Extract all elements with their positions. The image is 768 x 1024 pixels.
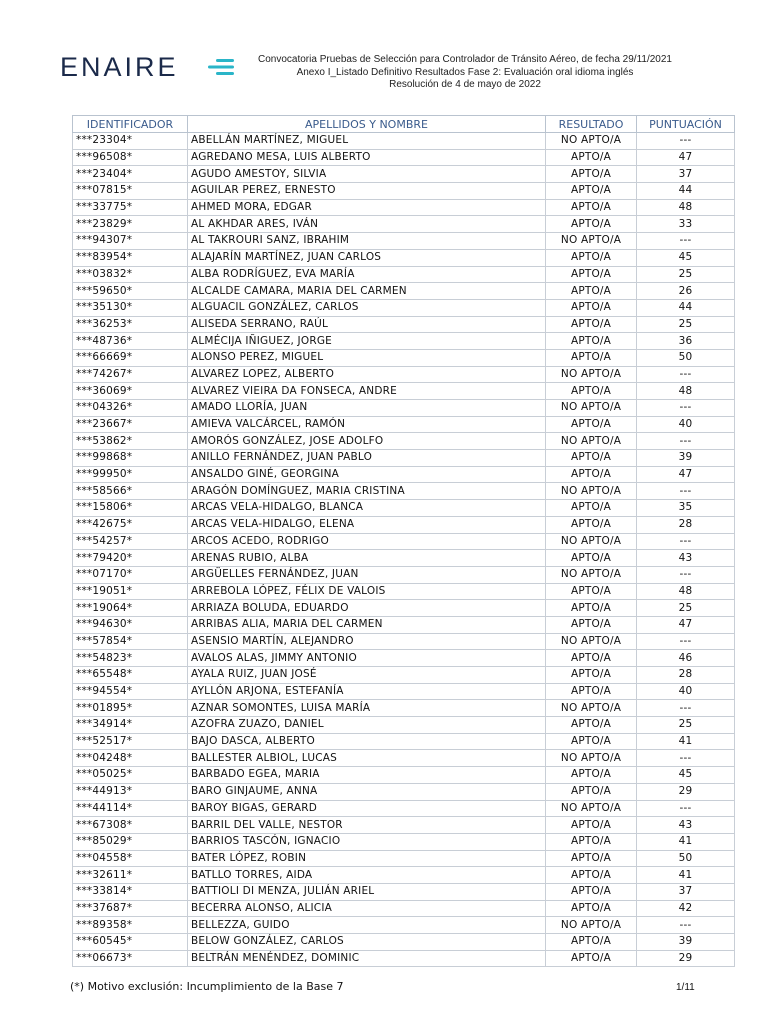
cell-puntuacion: --- [637, 800, 735, 817]
cell-nombre: BAROY BIGAS, GERARD [188, 800, 546, 817]
cell-resultado: APTO/A [546, 667, 637, 684]
logo-bar-middle [208, 66, 234, 69]
cell-nombre: BELOW GONZÁLEZ, CARLOS [188, 934, 546, 951]
cell-resultado: APTO/A [546, 183, 637, 200]
table-row [73, 683, 735, 700]
cell-resultado: NO APTO/A [546, 750, 637, 767]
page-number: 1/11 [676, 982, 695, 993]
table-row [73, 633, 735, 650]
table-row [73, 249, 735, 266]
cell-nombre: AMIEVA VALCÁRCEL, RAMÓN [188, 416, 546, 433]
table-row [73, 700, 735, 717]
cell-identificador: ***04558* [73, 850, 188, 867]
table-row [73, 166, 735, 183]
cell-puntuacion: --- [637, 566, 735, 583]
cell-resultado: NO APTO/A [546, 433, 637, 450]
cell-resultado: APTO/A [546, 817, 637, 834]
cell-identificador: ***67308* [73, 817, 188, 834]
cell-nombre: BATER LÓPEZ, ROBIN [188, 850, 546, 867]
cell-nombre: ARCAS VELA-HIDALGO, ELENA [188, 516, 546, 533]
cell-puntuacion: 45 [637, 249, 735, 266]
cell-identificador: ***01895* [73, 700, 188, 717]
cell-identificador: ***19064* [73, 600, 188, 617]
cell-puntuacion: 25 [637, 316, 735, 333]
cell-nombre: ARREBOLA LÓPEZ, FÉLIX DE VALOIS [188, 583, 546, 600]
cell-resultado: APTO/A [546, 934, 637, 951]
cell-resultado: NO APTO/A [546, 366, 637, 383]
table-row [73, 717, 735, 734]
table-row [73, 299, 735, 316]
cell-puntuacion: 41 [637, 733, 735, 750]
logo-text: ENAIRE [60, 52, 179, 82]
cell-identificador: ***65548* [73, 667, 188, 684]
cell-resultado: APTO/A [546, 516, 637, 533]
cell-puntuacion: 37 [637, 166, 735, 183]
table-row [73, 216, 735, 233]
cell-puntuacion: 26 [637, 283, 735, 300]
cell-identificador: ***07815* [73, 183, 188, 200]
cell-resultado: APTO/A [546, 733, 637, 750]
cell-resultado: APTO/A [546, 616, 637, 633]
header-line-2: Anexo I_Listado Definitivo Resultados Fase 2: Evaluación oral idioma inglés [296, 66, 634, 78]
cell-puntuacion: 41 [637, 867, 735, 884]
results-table [72, 115, 735, 967]
cell-nombre: ALMÉCIJA IÑIGUEZ, JORGE [188, 333, 546, 350]
table-row [73, 650, 735, 667]
cell-puntuacion: 35 [637, 500, 735, 517]
cell-resultado: APTO/A [546, 416, 637, 433]
table-row [73, 400, 735, 417]
table-row [73, 900, 735, 917]
column-header-apellidos-nombre: APELLIDOS Y NOMBRE [188, 116, 546, 133]
cell-puntuacion: --- [637, 633, 735, 650]
cell-puntuacion: 36 [637, 333, 735, 350]
table-row [73, 934, 735, 951]
header-line-3: Resolución de 4 de mayo de 2022 [389, 79, 541, 90]
cell-nombre: BARBADO EGEA, MARIA [188, 767, 546, 784]
cell-resultado: APTO/A [546, 550, 637, 567]
cell-identificador: ***36253* [73, 316, 188, 333]
table-row [73, 183, 735, 200]
cell-nombre: ALISEDA SERRANO, RAÚL [188, 316, 546, 333]
cell-nombre: ALGUACIL GONZÁLEZ, CARLOS [188, 299, 546, 316]
cell-resultado: APTO/A [546, 199, 637, 216]
cell-puntuacion: 40 [637, 683, 735, 700]
cell-identificador: ***23667* [73, 416, 188, 433]
table-row [73, 883, 735, 900]
cell-nombre: ALONSO PEREZ, MIGUEL [188, 349, 546, 366]
table-row [73, 750, 735, 767]
cell-nombre: ARENAS RUBIO, ALBA [188, 550, 546, 567]
cell-resultado: NO APTO/A [546, 400, 637, 417]
cell-puntuacion: 25 [637, 717, 735, 734]
cell-nombre: AGUDO AMESTOY, SILVIA [188, 166, 546, 183]
cell-puntuacion: --- [637, 533, 735, 550]
cell-identificador: ***54257* [73, 533, 188, 550]
table-row [73, 233, 735, 250]
cell-nombre: AMORÓS GONZÁLEZ, JOSE ADOLFO [188, 433, 546, 450]
cell-resultado: APTO/A [546, 883, 637, 900]
cell-resultado: APTO/A [546, 333, 637, 350]
column-header-identificador: IDENTIFICADOR [73, 116, 188, 133]
cell-nombre: AMADO LLORÍA, JUAN [188, 400, 546, 417]
cell-resultado: APTO/A [546, 950, 637, 967]
cell-puntuacion: --- [637, 133, 735, 150]
cell-nombre: ALVAREZ VIEIRA DA FONSECA, ANDRE [188, 383, 546, 400]
logo-bar-bottom [216, 72, 234, 75]
table-header-row [73, 116, 735, 133]
cell-nombre: BARRIOS TASCÓN, IGNACIO [188, 833, 546, 850]
table-row [73, 450, 735, 467]
cell-puntuacion: 39 [637, 450, 735, 467]
table-row [73, 950, 735, 967]
cell-nombre: ALVAREZ LOPEZ, ALBERTO [188, 366, 546, 383]
table-row [73, 149, 735, 166]
cell-identificador: ***99950* [73, 466, 188, 483]
cell-puntuacion: --- [637, 483, 735, 500]
cell-puntuacion: --- [637, 400, 735, 417]
table-row [73, 383, 735, 400]
cell-puntuacion: 28 [637, 516, 735, 533]
cell-identificador: ***85029* [73, 833, 188, 850]
cell-resultado: APTO/A [546, 266, 637, 283]
cell-identificador: ***94554* [73, 683, 188, 700]
table-row [73, 850, 735, 867]
cell-resultado: APTO/A [546, 683, 637, 700]
table-row [73, 266, 735, 283]
cell-identificador: ***53862* [73, 433, 188, 450]
cell-resultado: APTO/A [546, 149, 637, 166]
cell-identificador: ***99868* [73, 450, 188, 467]
cell-identificador: ***15806* [73, 500, 188, 517]
table-row [73, 366, 735, 383]
cell-resultado: NO APTO/A [546, 917, 637, 934]
cell-resultado: APTO/A [546, 867, 637, 884]
cell-identificador: ***58566* [73, 483, 188, 500]
table-row [73, 349, 735, 366]
cell-identificador: ***07170* [73, 566, 188, 583]
cell-identificador: ***44913* [73, 783, 188, 800]
table-row [73, 566, 735, 583]
cell-identificador: ***33814* [73, 883, 188, 900]
cell-puntuacion: --- [637, 700, 735, 717]
cell-resultado: APTO/A [546, 583, 637, 600]
cell-identificador: ***23829* [73, 216, 188, 233]
cell-nombre: AL TAKROURI SANZ, IBRAHIM [188, 233, 546, 250]
cell-puntuacion: 50 [637, 850, 735, 867]
table-row [73, 333, 735, 350]
enaire-logo [60, 52, 240, 82]
column-header-puntuacion: PUNTUACIÓN [637, 116, 735, 133]
cell-nombre: ALBA RODRÍGUEZ, EVA MARÍA [188, 266, 546, 283]
table-row [73, 199, 735, 216]
cell-identificador: ***42675* [73, 516, 188, 533]
table-row [73, 550, 735, 567]
table-row [73, 466, 735, 483]
cell-identificador: ***96508* [73, 149, 188, 166]
cell-puntuacion: 46 [637, 650, 735, 667]
cell-resultado: NO APTO/A [546, 533, 637, 550]
table-row [73, 733, 735, 750]
cell-resultado: APTO/A [546, 466, 637, 483]
cell-puntuacion: 47 [637, 466, 735, 483]
cell-nombre: AGUILAR PEREZ, ERNESTO [188, 183, 546, 200]
cell-resultado: NO APTO/A [546, 233, 637, 250]
cell-identificador: ***33775* [73, 199, 188, 216]
cell-puntuacion: --- [637, 233, 735, 250]
cell-identificador: ***36069* [73, 383, 188, 400]
cell-identificador: ***37687* [73, 900, 188, 917]
cell-nombre: AVALOS ALAS, JIMMY ANTONIO [188, 650, 546, 667]
cell-nombre: AYLLÓN ARJONA, ESTEFANÍA [188, 683, 546, 700]
cell-nombre: BELLEZZA, GUIDO [188, 917, 546, 934]
cell-puntuacion: 50 [637, 349, 735, 366]
cell-identificador: ***32611* [73, 867, 188, 884]
cell-nombre: AYALA RUIZ, JUAN JOSÉ [188, 667, 546, 684]
cell-identificador: ***06673* [73, 950, 188, 967]
cell-puntuacion: 29 [637, 783, 735, 800]
cell-resultado: NO APTO/A [546, 633, 637, 650]
header-line-1: Convocatoria Pruebas de Selección para Controlador de Tránsito Aéreo, de fecha 29/11/2021 [258, 54, 672, 65]
cell-resultado: APTO/A [546, 900, 637, 917]
cell-resultado: NO APTO/A [546, 133, 637, 150]
cell-nombre: AZOFRA ZUAZO, DANIEL [188, 717, 546, 734]
table-row [73, 800, 735, 817]
cell-nombre: BARRIL DEL VALLE, NESTOR [188, 817, 546, 834]
cell-identificador: ***59650* [73, 283, 188, 300]
cell-nombre: AL AKHDAR ARES, IVÁN [188, 216, 546, 233]
cell-nombre: ARCOS ACEDO, RODRIGO [188, 533, 546, 550]
cell-resultado: APTO/A [546, 833, 637, 850]
cell-identificador: ***35130* [73, 299, 188, 316]
cell-identificador: ***34914* [73, 717, 188, 734]
cell-resultado: APTO/A [546, 249, 637, 266]
logo-bar-top [216, 59, 234, 62]
table-row [73, 667, 735, 684]
cell-resultado: APTO/A [546, 717, 637, 734]
table-row [73, 833, 735, 850]
cell-nombre: BECERRA ALONSO, ALICIA [188, 900, 546, 917]
document-header [245, 54, 685, 92]
cell-nombre: ALCALDE CAMARA, MARIA DEL CARMEN [188, 283, 546, 300]
cell-identificador: ***94307* [73, 233, 188, 250]
table-row [73, 616, 735, 633]
cell-identificador: ***23404* [73, 166, 188, 183]
cell-puntuacion: --- [637, 917, 735, 934]
cell-nombre: AGREDANO MESA, LUIS ALBERTO [188, 149, 546, 166]
cell-identificador: ***04248* [73, 750, 188, 767]
table-row [73, 533, 735, 550]
cell-identificador: ***74267* [73, 366, 188, 383]
cell-puntuacion: 40 [637, 416, 735, 433]
cell-identificador: ***54823* [73, 650, 188, 667]
cell-identificador: ***05025* [73, 767, 188, 784]
table-row [73, 416, 735, 433]
cell-resultado: APTO/A [546, 316, 637, 333]
cell-puntuacion: 25 [637, 266, 735, 283]
cell-puntuacion: 47 [637, 149, 735, 166]
cell-nombre: ARGÜELLES FERNÁNDEZ, JUAN [188, 566, 546, 583]
cell-resultado: NO APTO/A [546, 700, 637, 717]
cell-identificador: ***94630* [73, 616, 188, 633]
column-header-resultado: RESULTADO [546, 116, 637, 133]
cell-resultado: APTO/A [546, 767, 637, 784]
cell-resultado: APTO/A [546, 600, 637, 617]
cell-resultado: APTO/A [546, 299, 637, 316]
cell-resultado: APTO/A [546, 283, 637, 300]
cell-puntuacion: 25 [637, 600, 735, 617]
cell-nombre: BATTIOLI DI MENZA, JULIÁN ARIEL [188, 883, 546, 900]
cell-resultado: NO APTO/A [546, 566, 637, 583]
cell-identificador: ***57854* [73, 633, 188, 650]
cell-nombre: ANILLO FERNÁNDEZ, JUAN PABLO [188, 450, 546, 467]
cell-puntuacion: --- [637, 433, 735, 450]
cell-resultado: APTO/A [546, 383, 637, 400]
table-row [73, 133, 735, 150]
cell-puntuacion: 43 [637, 550, 735, 567]
cell-identificador: ***03832* [73, 266, 188, 283]
cell-nombre: BAJO DASCA, ALBERTO [188, 733, 546, 750]
table-row [73, 483, 735, 500]
cell-resultado: APTO/A [546, 783, 637, 800]
cell-puntuacion: 42 [637, 900, 735, 917]
cell-puntuacion: 44 [637, 183, 735, 200]
cell-resultado: APTO/A [546, 166, 637, 183]
cell-puntuacion: 37 [637, 883, 735, 900]
cell-resultado: NO APTO/A [546, 483, 637, 500]
cell-identificador: ***79420* [73, 550, 188, 567]
table-row [73, 500, 735, 517]
cell-identificador: ***44114* [73, 800, 188, 817]
cell-puntuacion: --- [637, 750, 735, 767]
cell-identificador: ***83954* [73, 249, 188, 266]
cell-identificador: ***23304* [73, 133, 188, 150]
cell-nombre: BALLESTER ALBIOL, LUCAS [188, 750, 546, 767]
table-row [73, 867, 735, 884]
cell-nombre: BARO GINJAUME, ANNA [188, 783, 546, 800]
table-row [73, 767, 735, 784]
cell-identificador: ***04326* [73, 400, 188, 417]
cell-identificador: ***19051* [73, 583, 188, 600]
cell-identificador: ***52517* [73, 733, 188, 750]
table-row [73, 783, 735, 800]
table-row [73, 433, 735, 450]
cell-resultado: APTO/A [546, 450, 637, 467]
cell-nombre: ARRIAZA BOLUDA, EDUARDO [188, 600, 546, 617]
cell-nombre: ARCAS VELA-HIDALGO, BLANCA [188, 500, 546, 517]
cell-identificador: ***89358* [73, 917, 188, 934]
cell-identificador: ***60545* [73, 934, 188, 951]
cell-resultado: APTO/A [546, 349, 637, 366]
cell-nombre: ARAGÓN DOMÍNGUEZ, MARIA CRISTINA [188, 483, 546, 500]
table-row [73, 917, 735, 934]
cell-resultado: APTO/A [546, 650, 637, 667]
cell-nombre: AHMED MORA, EDGAR [188, 199, 546, 216]
cell-puntuacion: 29 [637, 950, 735, 967]
cell-resultado: APTO/A [546, 216, 637, 233]
cell-identificador: ***48736* [73, 333, 188, 350]
cell-puntuacion: 45 [637, 767, 735, 784]
cell-puntuacion: 48 [637, 383, 735, 400]
cell-puntuacion: 33 [637, 216, 735, 233]
table-row [73, 600, 735, 617]
cell-puntuacion: --- [637, 366, 735, 383]
table-row [73, 583, 735, 600]
cell-puntuacion: 48 [637, 583, 735, 600]
table-row [73, 316, 735, 333]
cell-puntuacion: 47 [637, 616, 735, 633]
cell-puntuacion: 43 [637, 817, 735, 834]
cell-nombre: AZNAR SOMONTES, LUISA MARÍA [188, 700, 546, 717]
cell-puntuacion: 28 [637, 667, 735, 684]
cell-resultado: NO APTO/A [546, 800, 637, 817]
cell-nombre: ARRIBAS ALIA, MARIA DEL CARMEN [188, 616, 546, 633]
cell-puntuacion: 44 [637, 299, 735, 316]
cell-puntuacion: 41 [637, 833, 735, 850]
footer-note: (*) Motivo exclusión: Incumplimiento de la Base 7 [70, 980, 344, 993]
cell-puntuacion: 48 [637, 199, 735, 216]
cell-resultado: APTO/A [546, 850, 637, 867]
table-row [73, 817, 735, 834]
cell-nombre: ANSALDO GINÉ, GEORGINA [188, 466, 546, 483]
cell-puntuacion: 39 [637, 934, 735, 951]
cell-identificador: ***66669* [73, 349, 188, 366]
cell-nombre: BELTRÁN MENÉNDEZ, DOMINIC [188, 950, 546, 967]
cell-nombre: BATLLO TORRES, AIDA [188, 867, 546, 884]
table-row [73, 283, 735, 300]
logo-bars-icon [208, 58, 236, 76]
cell-resultado: APTO/A [546, 500, 637, 517]
table-row [73, 516, 735, 533]
cell-nombre: ABELLÁN MARTÍNEZ, MIGUEL [188, 133, 546, 150]
cell-nombre: ASENSIO MARTÍN, ALEJANDRO [188, 633, 546, 650]
cell-nombre: ALAJARÍN MARTÍNEZ, JUAN CARLOS [188, 249, 546, 266]
